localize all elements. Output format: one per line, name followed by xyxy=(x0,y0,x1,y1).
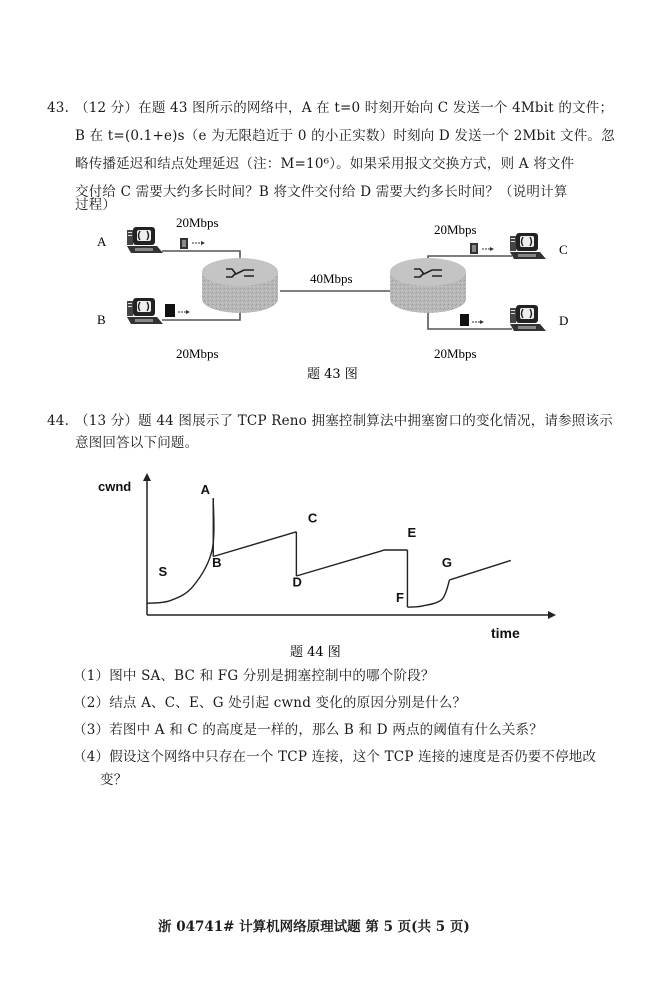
packet-d-icon xyxy=(460,314,484,326)
link-c-label: 20Mbps xyxy=(434,222,477,237)
q44-number: 44. xyxy=(47,413,70,429)
link-d-label: 20Mbps xyxy=(434,346,477,361)
cwnd-segment-8 xyxy=(450,560,511,580)
page-footer: 浙 04741# 计算机网络原理试题 第 5 页(共 5 页) xyxy=(158,919,470,935)
x-axis-label: time xyxy=(491,625,520,641)
link-trunk-label: 40Mbps xyxy=(310,271,353,286)
q43-number: 43. xyxy=(47,100,70,116)
q43-line-1: （12 分）在题 43 图所示的网络中，A 在 t=0 时刻开始向 C 发送一个 4Mbit 的文件； xyxy=(75,100,614,116)
q44-line-1: （13 分）题 44 图展示了 TCP Reno 拥塞控制算法中拥塞窗口的变化情况，请参照该示 xyxy=(75,413,613,429)
q44-line-2: 意图回答以下问题。 xyxy=(75,435,199,451)
y-axis-arrow-icon xyxy=(143,473,151,481)
host-b-label: B xyxy=(97,312,106,327)
computer-b-icon xyxy=(127,298,163,324)
point-label-c: C xyxy=(307,510,318,526)
packet-a-icon xyxy=(180,238,205,249)
cwnd-segment-1 xyxy=(147,498,214,603)
computer-d-icon xyxy=(510,305,546,331)
network-diagram xyxy=(0,0,662,400)
subquestion-1: （1）图中 SA、BC 和 FG 分别是拥塞控制中的哪个阶段？ xyxy=(73,668,435,684)
point-label-b: B xyxy=(212,554,222,570)
q43-line-2: B 在 t=(0.1+e)s（e 为无限趋近于 0 的小正实数）时刻向 D 发送一个 2Mbit 文件。忽 xyxy=(75,128,615,144)
subquestion-2: （2）结点 A、C、E、G 处引起 cwnd 变化的原因分别是什么？ xyxy=(73,695,467,711)
host-d-label: D xyxy=(559,313,569,328)
router-left xyxy=(202,258,278,313)
q43-line-4: 交付给 C 需要大约多长时间？B 将文件交付给 D 需要大约多长时间？（说明计算 xyxy=(75,184,568,200)
computer-a-icon xyxy=(127,227,163,253)
link-a-label: 20Mbps xyxy=(176,215,219,230)
cwnd-segment-3 xyxy=(213,532,296,557)
point-label-g: G xyxy=(441,554,453,570)
host-a-label: A xyxy=(97,234,107,249)
x-axis-arrow-icon xyxy=(548,611,556,619)
point-label-f: F xyxy=(395,590,404,605)
q43-line-3: 略传播延迟和结点处理延迟（注：M=10⁶）。如果采用报文交换方式，则 A 将文件 xyxy=(75,156,575,172)
y-axis-label: cwnd xyxy=(98,479,132,494)
figure-44-caption: 题 44 图 xyxy=(290,645,341,660)
cwnd-segment-7 xyxy=(407,580,449,607)
cwnd-segment-5 xyxy=(296,550,407,576)
figure-43-caption: 题 43 图 xyxy=(307,367,358,382)
packet-b-icon xyxy=(165,304,190,317)
router-right xyxy=(390,258,466,313)
point-label-d: D xyxy=(292,574,302,590)
computer-c-icon xyxy=(510,233,546,259)
chart-lines xyxy=(147,498,511,607)
host-c-label: C xyxy=(559,242,568,257)
cwnd-chart xyxy=(0,460,662,660)
point-label-a: A xyxy=(200,482,211,498)
q43-line-5: 过程） xyxy=(75,197,117,213)
subquestion-3: （3）若图中 A 和 C 的高度是一样的，那么 B 和 D 两点的阈值有什么关系？ xyxy=(73,722,543,738)
subquestion-4-cont: 变？ xyxy=(100,772,128,788)
point-label-e: E xyxy=(407,525,417,540)
link-b-label: 20Mbps xyxy=(176,346,219,361)
packet-c-icon xyxy=(470,243,494,254)
point-label-s: S xyxy=(158,564,168,579)
subquestion-4: （4）假设这个网络中只存在一个 TCP 连接，这个 TCP 连接的速度是否仍要不停地改 xyxy=(73,749,597,765)
